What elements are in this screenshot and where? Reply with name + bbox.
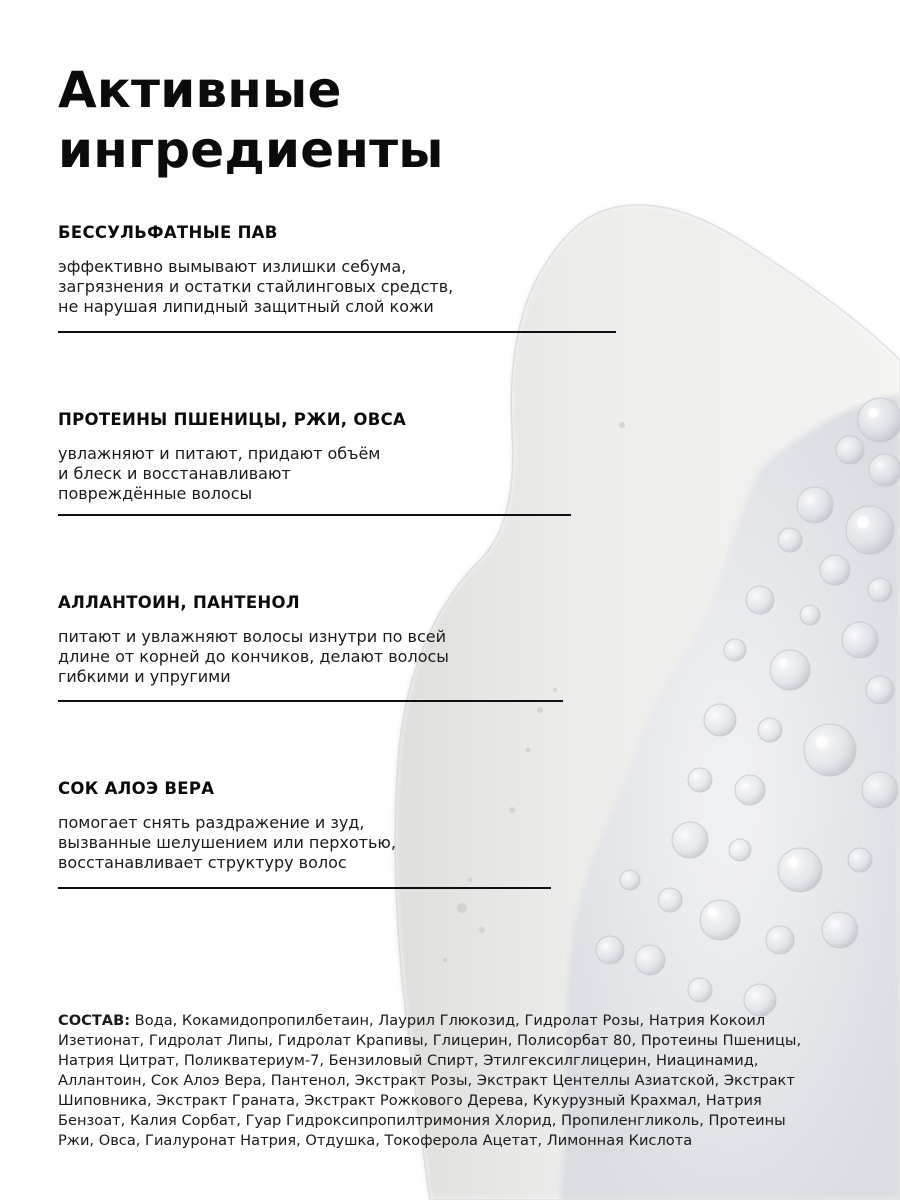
ingredient-description-line: и блеск и восстанавливают <box>58 464 291 483</box>
divider-line <box>58 700 563 702</box>
ingredient-description-line: длине от корней до кончиков, делают волосы <box>58 647 449 666</box>
ingredient-description <box>58 813 396 873</box>
ingredient-heading: ПРОТЕИНЫ ПШЕНИЦЫ, РЖИ, ОВСА <box>58 410 407 429</box>
page-title-line-2: ингредиенты <box>58 121 444 179</box>
ingredient-heading: СОК АЛОЭ ВЕРА <box>58 779 215 798</box>
ingredient-description-line: повреждённые волосы <box>58 484 253 503</box>
ingredient-description <box>58 444 406 504</box>
ingredient-heading: БЕССУЛЬФАТНЫЕ ПАВ <box>58 223 278 242</box>
ingredient-description-line: эффективно вымывают излишки себума, <box>58 257 407 276</box>
ingredient-description-line: увлажняют и питают, придают объём <box>58 444 381 463</box>
composition-line: Изетионат, Гидролат Липы, Гидролат Крапивы, Глицерин, Полисорбат 80, Протеины Пшеницы, <box>58 1032 802 1049</box>
divider-line <box>58 887 551 889</box>
ingredient-description-line: не нарушая липидный защитный слой кожи <box>58 297 434 316</box>
ingredient-description-line: питают и увлажняют волосы изнутри по всей <box>58 627 446 646</box>
divider-line <box>58 514 571 516</box>
composition-text <box>58 1011 848 1151</box>
page-title-line-1: Активные <box>58 61 342 119</box>
ingredient-heading: АЛЛАНТОИН, ПАНТЕНОЛ <box>58 593 300 612</box>
page-title <box>58 60 444 180</box>
composition-line: Ржи, Овса, Гиалуронат Натрия, Отдушка, Токоферола Ацетат, Лимонная Кислота <box>58 1132 693 1149</box>
ingredient-description-line: загрязнения и остатки стайлинговых средств, <box>58 277 454 296</box>
composition-line <box>58 1011 848 1031</box>
ingredient-description <box>58 627 449 687</box>
ingredient-description-line: вызванные шелушением или перхотью, <box>58 833 396 852</box>
ingredient-sulfate-free-surfactants <box>58 223 453 317</box>
ingredient-description-line: помогает снять раздражение и зуд, <box>58 813 365 832</box>
composition-line: Аллантоин, Сок Алоэ Вера, Пантенол, Экстракт Розы, Экстракт Центеллы Азиатской, Экстракт <box>58 1072 795 1089</box>
composition-line: Натрия Цитрат, Поликватериум-7, Бензиловый Спирт, Этилгексилглицерин, Ниацинамид, <box>58 1052 759 1069</box>
composition-line-text: Вода, Кокамидопропилбетаин, Лаурил Глюкозид, Гидролат Розы, Натрия Кокоил <box>130 1012 766 1029</box>
ingredient-allantoin-panthenol <box>58 593 449 687</box>
ingredient-aloe-vera-juice <box>58 779 396 873</box>
composition-label: СОСТАВ: <box>58 1012 131 1029</box>
ingredient-description-line: гибкими и упругими <box>58 667 231 686</box>
composition-line: Шиповника, Экстракт Граната, Экстракт Рожкового Дерева, Кукурузный Крахмал, Натрия <box>58 1092 762 1109</box>
ingredient-description-line: восстанавливает структуру волос <box>58 853 347 872</box>
composition-line: Бензоат, Калия Сорбат, Гуар Гидроксипропилтримония Хлорид, Пропиленгликоль, Протеины <box>58 1112 786 1129</box>
ingredient-wheat-rye-oat-proteins <box>58 410 406 504</box>
divider-line <box>58 331 616 333</box>
ingredient-description <box>58 257 453 317</box>
